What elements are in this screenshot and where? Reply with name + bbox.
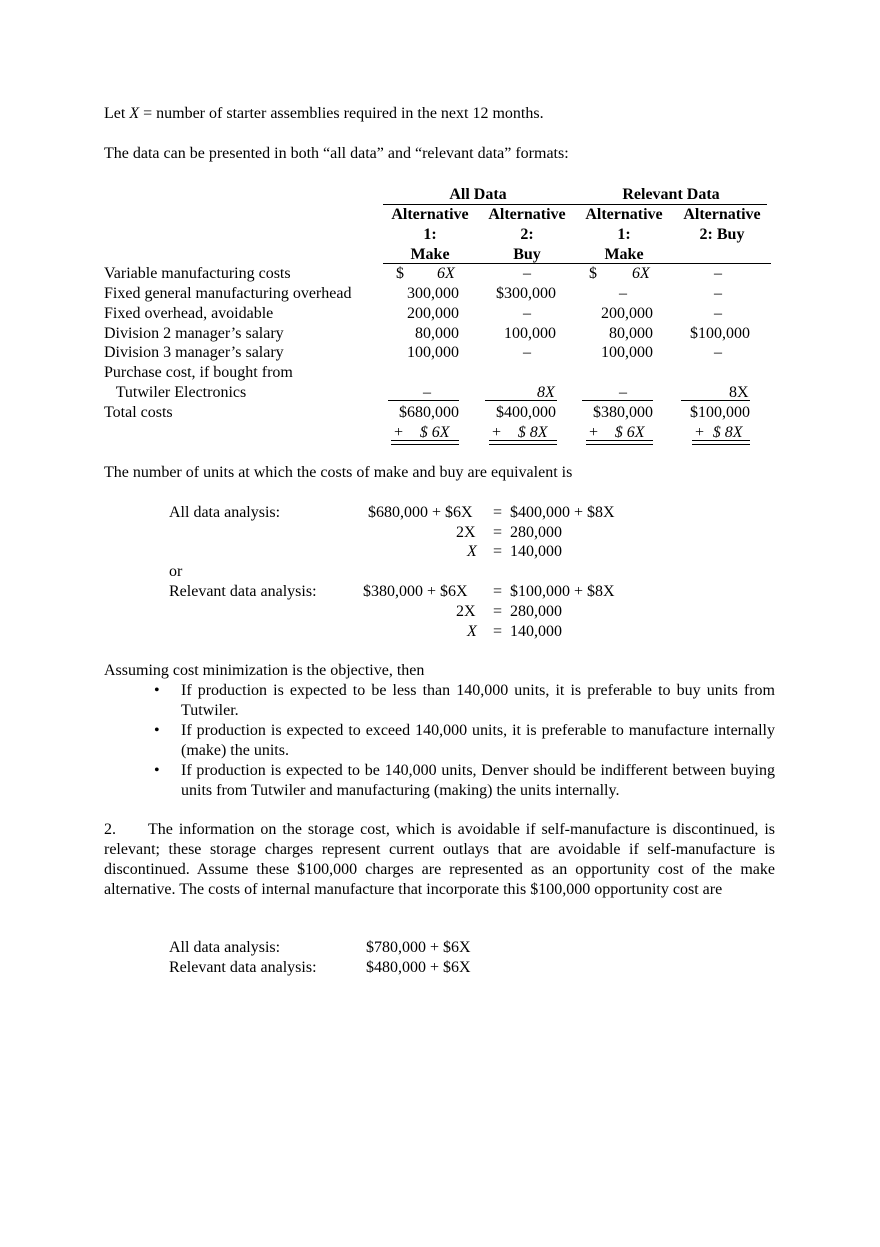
subtotal-rule	[388, 400, 459, 401]
row-label: Fixed general manufacturing overhead	[104, 285, 352, 302]
total-double-rule	[692, 440, 750, 445]
cell-value: 100,000	[601, 344, 653, 361]
list-item: • If production is expected to be less than 140,000 units, it is preferable to buy units from Tutwiler.	[154, 682, 775, 719]
col-header: Alternative 2: Buy	[683, 206, 761, 243]
cell-value: –	[714, 344, 722, 361]
total-double-rule	[586, 440, 653, 445]
subtotal-rule	[485, 400, 557, 401]
col-header: Alternative 1: Make	[585, 206, 663, 263]
subtotal-rule	[582, 400, 653, 401]
part2-all-label: All data analysis:	[169, 939, 281, 956]
equation-rhs: 280,000	[510, 524, 562, 541]
cell-value: 8X	[729, 384, 749, 401]
cell-value: 6X	[632, 265, 650, 282]
group-header-all-data: All Data	[449, 186, 507, 203]
bullet-icon: •	[154, 762, 160, 779]
list-item: • If production is expected to exceed 140,000 units, it is preferable to manufacture internally (make) the units.	[154, 722, 775, 759]
part2-all-value: $780,000 + $6X	[366, 939, 471, 956]
cell-value: –	[523, 305, 531, 322]
intro-definition: Let X = number of starter assemblies required in the next 12 months.	[104, 105, 544, 122]
equation-lhs: $380,000 + $6X	[363, 583, 468, 600]
subtotal-rule	[681, 400, 750, 401]
equation-rhs: 140,000	[510, 543, 562, 560]
cell-value: 200,000	[601, 305, 653, 322]
or-text: or	[169, 563, 183, 580]
cell-value: 8X	[537, 384, 555, 401]
equation-rhs: 280,000	[510, 603, 562, 620]
cell-value: –	[714, 285, 722, 302]
part2-number: 2.	[104, 821, 116, 838]
cell-value: –	[619, 384, 627, 401]
cell-value: –	[714, 265, 722, 282]
total-double-rule	[489, 440, 557, 445]
cell-value: $100,000	[690, 325, 750, 342]
equation-rhs: $100,000 + $8X	[510, 583, 615, 600]
equals-sign: =	[493, 583, 503, 600]
cell-value: 6X	[437, 265, 455, 282]
equals-sign: =	[493, 524, 503, 541]
part2-text: The information on the storage cost, which is avoidable if self-manufacture is discontinued, is relevant; these storage charges represent current outlays that are avoidable if self-manufacture is discontinued. Assume these $100,000 charges are represented as an opportunity cost of the make alternative. The costs of internal manufacture that incorporate this $100,000 opportunity cost are	[104, 821, 775, 898]
cell-value: $	[396, 265, 404, 282]
total-value: $100,000	[690, 404, 750, 421]
row-label: Variable manufacturing costs	[104, 265, 291, 282]
total-value: $680,000	[399, 404, 459, 421]
group-header-relevant-data: Relevant Data	[622, 186, 720, 203]
cell-value: –	[714, 305, 722, 322]
part2-paragraph	[104, 820, 775, 900]
total-value: $380,000	[593, 404, 653, 421]
equation-lhs: 2X	[456, 603, 476, 620]
cell-value: 200,000	[407, 305, 459, 322]
total-variable: + $ 6X	[393, 424, 450, 441]
part2-relevant-label: Relevant data analysis:	[169, 959, 317, 976]
conclusion-list	[104, 681, 775, 801]
equation-lhs: 2X	[456, 524, 476, 541]
assumption-intro: Assuming cost minimization is the objective, then	[104, 662, 425, 679]
total-value: $400,000	[496, 404, 556, 421]
equals-sign: =	[493, 504, 503, 521]
total-variable: + $ 8X	[694, 424, 743, 441]
cell-value: –	[619, 285, 627, 302]
cell-value: 100,000	[407, 344, 459, 361]
bullet-icon: •	[154, 682, 160, 699]
col-header: Alternative 2: Buy	[488, 206, 566, 263]
all-data-label: All data analysis:	[169, 504, 281, 521]
cell-value: $300,000	[496, 285, 556, 302]
row-label: Tutwiler Electronics	[104, 384, 247, 401]
cell-value: –	[423, 384, 431, 401]
equation-lhs: $680,000 + $6X	[368, 504, 473, 521]
total-variable: + $ 6X	[588, 424, 645, 441]
intro-formats: The data can be presented in both “all data” and “relevant data” formats:	[104, 145, 569, 162]
equals-sign: =	[493, 603, 503, 620]
list-item: • If production is expected to be 140,000 units, Denver should be indifferent between buying units from Tutwiler and manufacturing (making) the units internally.	[154, 762, 775, 799]
row-label: Division 2 manager’s salary	[104, 325, 284, 342]
equivalence-intro: The number of units at which the costs of make and buy are equivalent is	[104, 464, 573, 481]
cell-value: 80,000	[609, 325, 653, 342]
total-label: Total costs	[104, 404, 173, 421]
bullet-icon: •	[154, 722, 160, 739]
total-variable: + $ 8X	[491, 424, 548, 441]
row-label: Fixed overhead, avoidable	[104, 305, 274, 322]
cell-value: –	[523, 265, 531, 282]
equation-rhs: 140,000	[510, 623, 562, 640]
cell-value: 100,000	[504, 325, 556, 342]
relevant-data-label: Relevant data analysis:	[169, 583, 317, 600]
row-label: Division 3 manager’s salary	[104, 344, 284, 361]
equals-sign: =	[493, 623, 503, 640]
part2-relevant-value: $480,000 + $6X	[366, 959, 471, 976]
row-label: Purchase cost, if bought from	[104, 364, 293, 381]
equation-lhs: X	[467, 623, 477, 640]
total-double-rule	[391, 440, 459, 445]
cell-value: –	[523, 344, 531, 361]
equation-rhs: $400,000 + $8X	[510, 504, 615, 521]
cell-value: 80,000	[415, 325, 459, 342]
equation-lhs: X	[467, 543, 477, 560]
cell-value: 300,000	[407, 285, 459, 302]
equals-sign: =	[493, 543, 503, 560]
cell-value: $	[589, 265, 597, 282]
col-header: Alternative 1: Make	[391, 206, 469, 263]
